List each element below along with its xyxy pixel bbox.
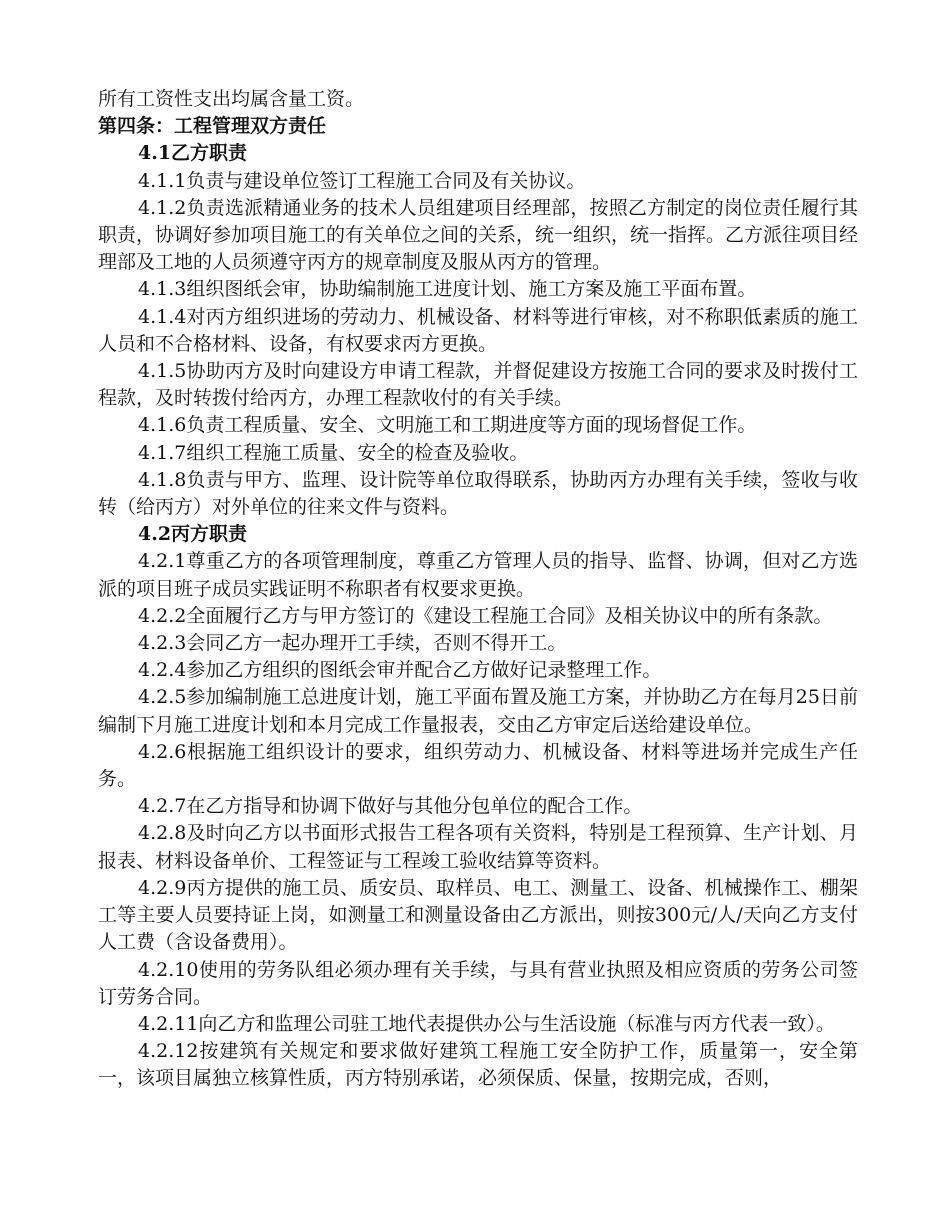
clause-paragraph: 4.1.8负责与甲方、监理、设计院等单位取得联系，协助丙方办理有关手续，签收与收转（给丙方）对外单位的往来文件与资料。 (98, 468, 858, 519)
clause-paragraph: 4.1.7组织工程施工质量、安全的检查及验收。 (138, 441, 529, 464)
clause-paragraph: 4.2.3会同乙方一起办理开工手续，否则不得开工。 (138, 632, 567, 655)
clause-paragraph: 4.1.2负责选派精通业务的技术人员组建项目经理部，按照乙方制定的岗位责任履行其职责，协调好参加项目施工的有关单位之间的关系，统一组织，统一指挥。乙方派往项目经理部及工地的人员须遵守丙方的规章制度及服从丙方的管理。 (98, 196, 859, 274)
clause-paragraph: 4.2.12按建筑有关规定和要求做好建筑工程施工安全防护工作，质量第一，安全第一，该项目属独立核算性质，丙方特别承诺，必须保质、保量，按期完成，否则， (98, 1040, 858, 1090)
clause-paragraph: 4.1.1负责与建设单位签订工程施工合同及有关协议。 (138, 169, 586, 192)
clause-paragraph: 4.2.7在乙方指导和协调下做好与其他分包单位的配合工作。 (138, 795, 643, 818)
clause-paragraph: 4.1.4对丙方组织进场的劳动力、机械设备、材料等进行审核，对不称职低素质的施工人员和不合格材料、设备，有权要求丙方更换。 (98, 305, 858, 355)
clause-paragraph: 4.2.8及时向乙方以书面形式报告工程各项有关资料，特别是工程预算、生产计划、月报表、材料设备单价、工程签证与工程竣工验收结算等资料。 (98, 822, 858, 872)
subsection-heading: 4.1乙方职责 (138, 142, 248, 165)
clause-paragraph: 4.1.3组织图纸会审，协助编制施工进度计划、施工方案及施工平面布置。 (138, 278, 757, 301)
clause-paragraph: 4.2.11向乙方和监理公司驻工地代表提供办公与生活设施（标准与丙方代表一致）。 (138, 1012, 835, 1035)
clause-paragraph: 4.2.5参加编制施工总进度计划，施工平面布置及施工方案，并协助乙方在每月25日前编制下月施工进度计划和本月完成工作量报表，交由乙方审定后送给建设单位。 (98, 686, 858, 736)
clause-paragraph: 4.1.5协助丙方及时向建设方申请工程款，并督促建设方按施工合同的要求及时拨付工程款，及时转拨付给丙方，办理工程款收付的有关手续。 (98, 360, 858, 410)
clause-paragraph: 4.2.1尊重乙方的各项管理制度，尊重乙方管理人员的指导、监督、协调，但对乙方选派的项目班子成员实践证明不称职者有权要求更换。 (98, 550, 858, 600)
clause-paragraph: 4.1.6负责工程质量、安全、文明施工和工期进度等方面的现场督促工作。 (138, 414, 757, 437)
clause-paragraph: 所有工资性支出均属含量工资。 (98, 88, 365, 110)
clause-paragraph: 4.2.10使用的劳务队组必须办理有关手续，与具有营业执照及相应资质的劳务公司签订劳务合同。 (98, 958, 858, 1008)
section-heading: 第四条：工程管理双方责任 (98, 115, 327, 138)
clause-paragraph: 4.2.2全面履行乙方与甲方签订的《建设工程施工合同》及相关协议中的所有条款。 (138, 604, 833, 627)
clause-paragraph: 4.2.4参加乙方组织的图纸会审并配合乙方做好记录整理工作。 (138, 659, 662, 682)
document-page (98, 86, 858, 1093)
subsection-heading: 4.2丙方职责 (138, 523, 248, 546)
clause-paragraph: 4.2.6根据施工组织设计的要求，组织劳动力、机械设备、材料等进场并完成生产任务。 (98, 740, 858, 791)
clause-paragraph: 4.2.9丙方提供的施工员、质安员、取样员、电工、测量工、设备、机械操作工、棚架工等主要人员要持证上岗，如测量工和测量设备由乙方派出，则按300元/人/天向乙方支付人工费（含设备费用）。 (98, 876, 858, 954)
